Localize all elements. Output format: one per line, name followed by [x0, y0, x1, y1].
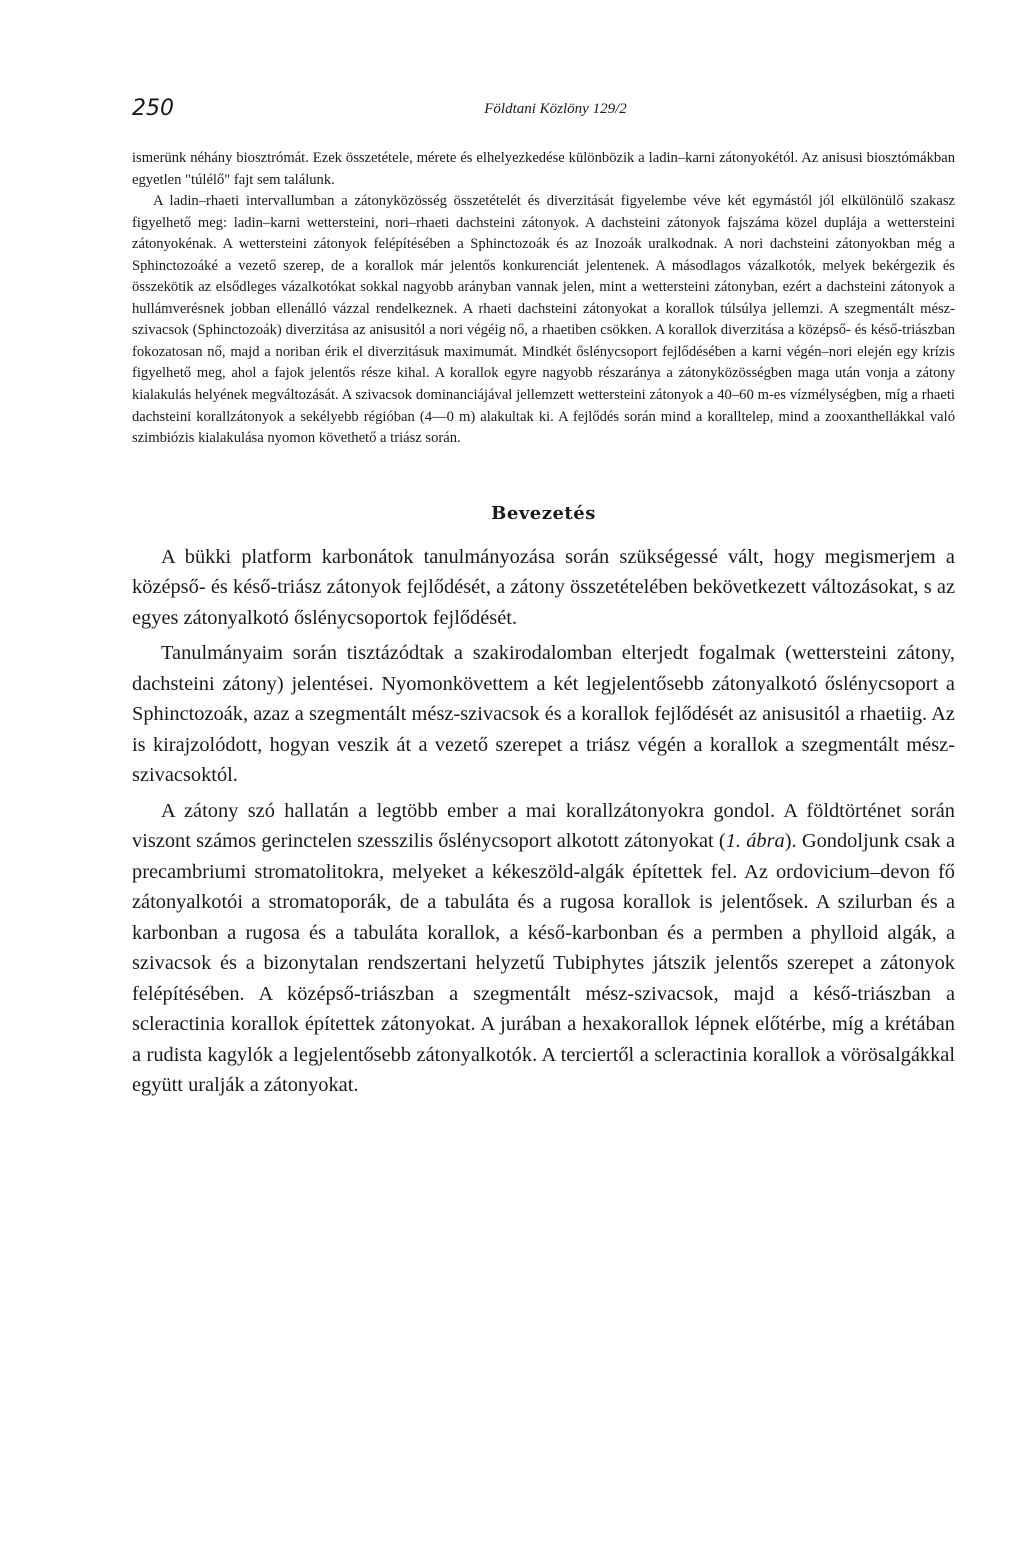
section-heading: Bevezetés	[491, 502, 596, 524]
page-number: 250	[132, 96, 174, 121]
body-paragraph: A bükki platform karbonátok tanulmányozása során szükségessé vált, hogy megismerjem a középső- és késő-triász zátonyok fejlődését, a zátony összetételében bekövetkezett változásokat, s az egyes zátonyalkotó őslénycsoportok fejlődését.	[132, 545, 955, 629]
paragraph-text: ). Gondoljunk csak a precambriumi stromatolitokra, melyeket a kékeszöld-algák építettek fel. Az ordovicium–devon fő zátonyalkotói a stromatoporák, de a tabuláta és a rugosa korallok is jelentősek. A szilurban és a karbonban a rugosa és a tabuláta korallok, a késő-karbonban és a permben a phylloid algák, a szivacsok és a bizonytalan rendszertani helyzetű Tubiphytes játszik jelentős szerepet a zátonyok felépítésében. A középső-triászban a szegmentált mész-szivacsok, majd a késő-triászban a scleractinia korallok építettek zátonyokat. A jurában a hexakorallok lépnek előtérbe, míg a krétában a rudista kagylók a legjelentősebb zátonyalkotók. A terciertől a scleractinia korallok a vörösalgákkal együtt uralják a zátonyokat.	[132, 830, 955, 1097]
running-header	[132, 96, 955, 130]
body-paragraph: Tanulmányaim során tisztázódtak a szakirodalomban elterjedt fogalmak (wettersteini zátony, dachsteini zátony) jelentései. Nyomonkövettem a két legjelentősebb zátonyalkotó őslénycsoport a Sphinctozoák, azaz a szegmentált mész-szivacsok és a korallok fejlődését az anisusitól a rhaetiig. Az is kirajzolódott, hogyan veszik át a vezető szerepet a triász végén a korallok a szegmentált mész-szivacsoktól.	[132, 642, 955, 787]
body-text	[132, 542, 955, 1101]
abstract-continuation	[132, 148, 955, 450]
abstract-paragraph: ismerünk néhány biosztrómát. Ezek összetétele, mérete és elhelyezkedése különbözik a ladin–karni zátonyokétól. Az anisusi biosztómákban egyetlen "túlélő" fajt sem találunk.	[132, 150, 955, 188]
paragraph-text: A zátony szó hallatán a legtöbb ember a mai korallzátonyokra gondol. A földtörténet során viszont számos gerinctelen szesszilis őslénycsoport alkotott zátonyokat (	[132, 799, 955, 853]
journal-title: Földtani Közlöny 129/2	[484, 101, 627, 117]
abstract-paragraph: A ladin–rhaeti intervallumban a zátonyközösség összetételét és diverzitását figyelembe véve két egymástól jól elkülönülő szakasz figyelhető meg: ladin–karni wettersteini, nori–rhaeti dachsteini zátonyok. A dachsteini zátonyok fajszáma közel duplája a wettersteini zátonyokénak. A wettersteini zátonyok felépítésében a Sphinctozoák és az Inozoák uralkodnak. A nori dachsteini zátonyokban még a Sphinctozoáké a vezető szerep, de a korallok már jelentős konkurenciát jelentenek. A másodlagos vázalkotók, melyek bekérgezik és összekötik az elsődleges vázalkotókat sokkal nagyobb arányban vannak jelen, mint a wettersteini zátonyban, ezért a dachsteini zátonyok a hullámverésnek jobban ellenálló vázzal rendelkeznek. A rhaeti dachsteini zátonyokat a korallok túlsúlya jellemzi. A szegmentált mész-szivacsok (Sphinctozoák) diverzitása az anisusitól a nori végéig nő, a rhaetiben csökken. A korallok diverzitása a középső- és késő-triászban fokozatosan nő, majd a noriban érik el diverzitásuk maximumát. Mindkét őslénycsoport fejlődésében a karni végén–nori elején egy krízis figyelhető meg, ahol a fajok jelentős része kihal. A korallok egyre nagyobb részaránya a zátonyközösségben maga után vonja a zátony kialakulás helyének megváltozását. A szivacsok dominanciájával jellemzett wettersteini zátonyok a 40–60 m-es vízmélységben, míg a rhaeti dachsteini korallzátonyok a sekélyebb régióban (4—0 m) alakultak ki. A fejlődés során mind a koralltelep, mind a zooxanthellákkal való szimbiózis kialakulása nyomon követhető a triász során.	[132, 193, 955, 447]
body-paragraph	[132, 796, 955, 1101]
page	[132, 96, 955, 1101]
figure-reference[interactable]: 1. ábra	[725, 830, 785, 853]
